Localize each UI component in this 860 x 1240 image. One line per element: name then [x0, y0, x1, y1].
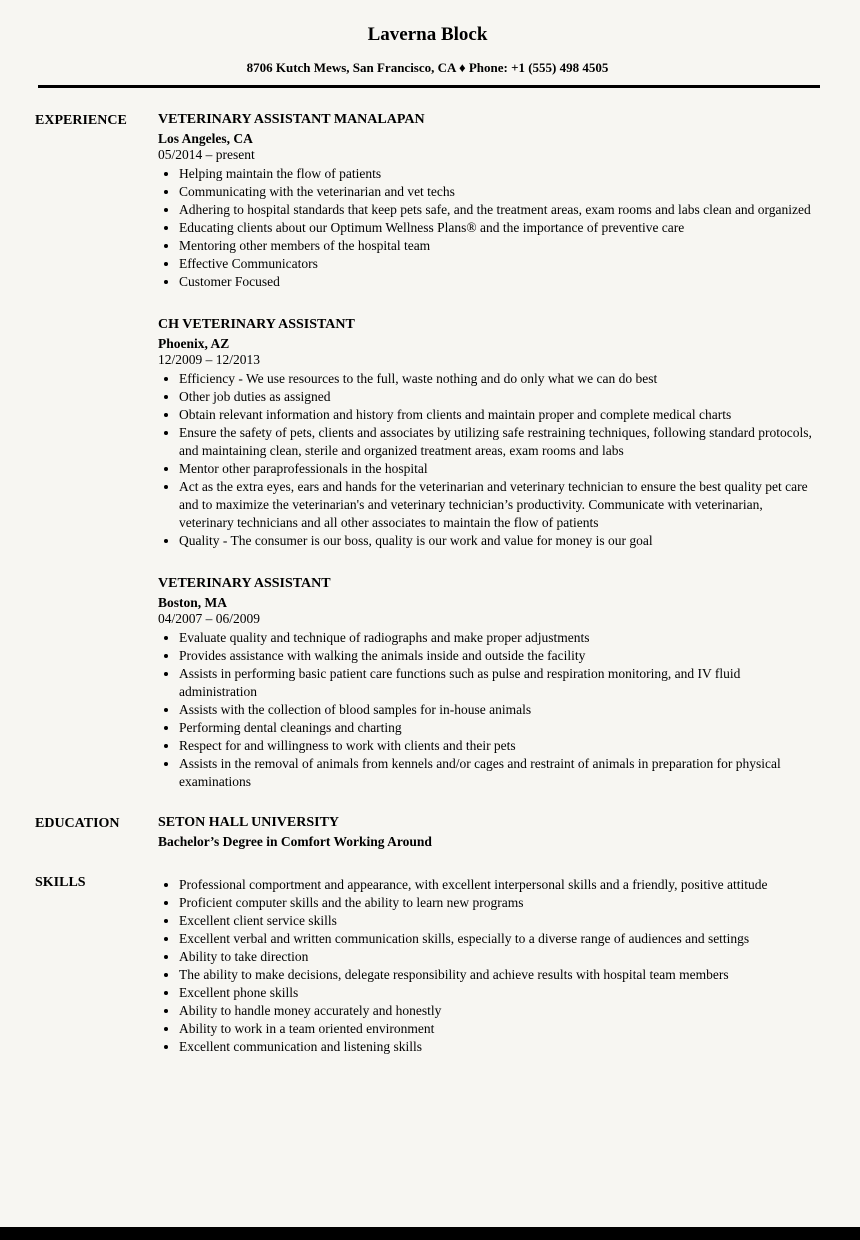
job-title: CH VETERINARY ASSISTANT: [158, 317, 355, 332]
job-dates: 04/2007 – 06/2009: [158, 611, 261, 626]
bullet-item: • Helping maintain the flow of patients: [179, 165, 820, 183]
skill-item: • Excellent communication and listening skills: [179, 1038, 820, 1056]
job-dates: 05/2014 – present: [158, 147, 255, 162]
bullet-item: • Assists in the removal of animals from kennels and/or cages and restraint of animals in preparation for physical examinations: [179, 755, 820, 791]
skills-label: SKILLS: [35, 875, 86, 890]
job-location: Los Angeles, CA: [158, 131, 253, 146]
job-location: Boston, MA: [158, 595, 228, 610]
job-title: VETERINARY ASSISTANT: [158, 576, 331, 591]
skill-item: • Excellent verbal and written communication skills, especially to a diverse range of audiences and settings: [179, 930, 820, 948]
bullet-item: • Other job duties as assigned: [179, 388, 820, 406]
bullet-item: • Performing dental cleanings and charting: [179, 719, 820, 737]
skill-item: • Ability to work in a team oriented environment: [179, 1020, 820, 1038]
skill-item: • Professional comportment and appearance, with excellent interpersonal skills and a friendly, positive attitude: [179, 876, 820, 894]
bullet-item: • Effective Communicators: [179, 255, 820, 273]
experience-jobs: [158, 112, 820, 791]
degree-name: Bachelor’s Degree in Comfort Working Around: [158, 834, 432, 849]
education-label: EDUCATION: [35, 816, 120, 831]
job-entry: [158, 317, 820, 550]
bullet-item: • Customer Focused: [179, 273, 820, 291]
bullet-item: • Respect for and willingness to work with clients and their pets: [179, 737, 820, 755]
bullet-item: • Adhering to hospital standards that keep pets safe, and the treatment areas, exam rooms and labs clean and organized: [179, 201, 820, 219]
bullet-item: • Evaluate quality and technique of radiographs and make proper adjustments: [179, 629, 820, 647]
skills-list: [158, 876, 820, 1056]
education-content: [158, 815, 820, 850]
school-name: SETON HALL UNIVERSITY: [158, 815, 340, 830]
job-entry: [158, 112, 820, 291]
bullet-item: • Obtain relevant information and history from clients and maintain proper and complete medical charts: [179, 406, 820, 424]
header-divider: [38, 85, 820, 88]
resume-header: [35, 24, 820, 76]
skill-item: • Ability to handle money accurately and honestly: [179, 1002, 820, 1020]
bullet-item: • Mentor other paraprofessionals in the hospital: [179, 460, 820, 478]
skill-item: • Ability to take direction: [179, 948, 820, 966]
skill-item: • The ability to make decisions, delegate responsibility and achieve results with hospital team members: [179, 966, 820, 984]
job-bullet-list: [158, 370, 820, 550]
job-entry: [158, 576, 820, 791]
job-dates: 12/2009 – 12/2013: [158, 352, 261, 367]
bullet-item: • Act as the extra eyes, ears and hands for the veterinarian and veterinary technician to ensure the best quality pet care and to maximize the veterinarian's and veterinary technician’s productivity. Communicate with veterinarian, veterinary technicians and all other associates to maintain the flow of patients: [179, 478, 820, 532]
bullet-item: • Educating clients about our Optimum Wellness Plans® and the importance of preventive care: [179, 219, 820, 237]
skill-item: • Excellent client service skills: [179, 912, 820, 930]
job-location: Phoenix, AZ: [158, 336, 230, 351]
bullet-item: • Ensure the safety of pets, clients and associates by utilizing safe restraining techniques, following standard protocols, and maintaining clean, sterile and organized treatment areas, exam rooms and labs: [179, 424, 820, 460]
job-title: VETERINARY ASSISTANT MANALAPAN: [158, 112, 425, 127]
skills-content: [158, 874, 820, 1056]
bullet-item: • Assists with the collection of blood samples for in-house animals: [179, 701, 820, 719]
bullet-item: • Provides assistance with walking the animals inside and outside the facility: [179, 647, 820, 665]
job-bullet-list: [158, 629, 820, 791]
job-bullet-list: [158, 165, 820, 291]
candidate-name: Laverna Block: [367, 24, 488, 45]
education-section: [35, 815, 820, 850]
bullet-item: • Communicating with the veterinarian and vet techs: [179, 183, 820, 201]
bullet-item: • Assists in performing basic patient care functions such as pulse and respiration monitoring, and IV fluid administration: [179, 665, 820, 701]
contact-line: 8706 Kutch Mews, San Francisco, CA ♦ Phone: +1 (555) 498 4505: [246, 60, 609, 75]
bullet-item: • Quality - The consumer is our boss, quality is our work and value for money is our goal: [179, 532, 820, 550]
bullet-item: • Mentoring other members of the hospital team: [179, 237, 820, 255]
skill-item: • Proficient computer skills and the ability to learn new programs: [179, 894, 820, 912]
skill-item: • Excellent phone skills: [179, 984, 820, 1002]
experience-label: EXPERIENCE: [35, 113, 127, 128]
footer-bar: [0, 1227, 860, 1240]
skills-section: [35, 874, 820, 1056]
bullet-item: • Efficiency - We use resources to the full, waste nothing and do only what we can do best: [179, 370, 820, 388]
experience-section: [35, 112, 820, 791]
